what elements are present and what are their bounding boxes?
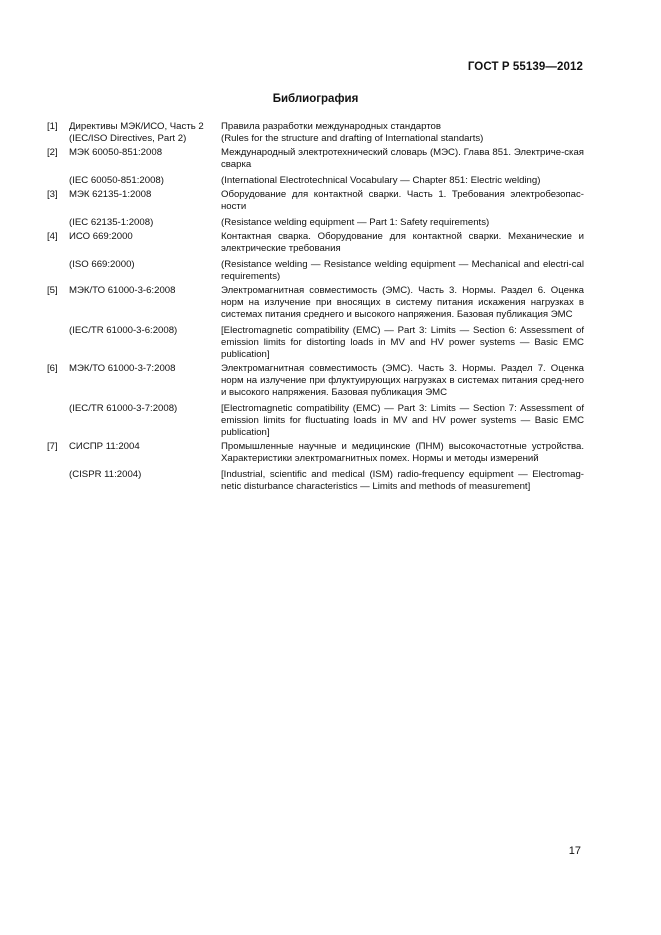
entry-number: [6] <box>47 363 58 374</box>
entry-en-code: (IEC/ISO Directives, Part 2) <box>69 133 187 144</box>
entry-en-title: [Electromagnetic compatibility (EMC) — Part 3: Limits — Section 6: Assessment of emission limits for distorting loads in MV and HV power systems — Basic EMC publication] <box>221 325 584 360</box>
entry-number: [1] <box>47 121 58 132</box>
page-number: 17 <box>568 845 581 857</box>
bibliography-entry <box>47 121 584 147</box>
entry-en-code: (ISO 669:2000) <box>69 259 135 270</box>
entry-en-code: (IEC/TR 61000-3-6:2008) <box>69 325 178 336</box>
entry-ru-code: МЭК 62135-1:2008 <box>69 189 152 200</box>
entry-ru-code: Директивы МЭК/ИСО, Часть 2 <box>69 121 204 132</box>
entry-number: [5] <box>47 285 58 296</box>
entry-en-title: (Resistance welding equipment — Part 1: Safety requirements) <box>221 217 490 228</box>
entry-en-title: (International Electrotechnical Vocabulary — Chapter 851: Electric welding) <box>221 175 541 186</box>
entry-ru-title: Электромагнитная совместимость (ЭМС). Часть 3. Нормы. Раздел 6. Оценка норм на излучение при вносящих в систему питания искажения нагрузках в системах питания среднего и высокого напряжения. Базовая публикация ЭМС <box>221 285 584 320</box>
entry-number: [7] <box>47 441 58 452</box>
entry-en-title: [Electromagnetic compatibility (EMC) — Part 3: Limits — Section 7: Assessment of emission limits for fluctuating loads in MV and HV power systems — Basic EMC publication] <box>221 403 584 438</box>
entry-ru-code: СИСПР 11:2004 <box>69 441 140 452</box>
entry-ru-title: Международный электротехнический словарь (МЭС). Глава 851. Электриче-ская сварка <box>221 147 584 170</box>
entry-number: [4] <box>47 231 58 242</box>
entry-ru-title: Промышленные научные и медицинские (ПНМ) высокочастотные устройства. Характеристики электромагнитных помех. Нормы и методы измерений <box>221 441 584 464</box>
entry-en-title: (Rules for the structure and drafting of International standarts) <box>221 133 484 144</box>
entry-ru-title: Электромагнитная совместимость (ЭМС). Часть 3. Нормы. Раздел 7. Оценка норм на излучение при флуктуирующих нагрузках в системах питания сред-него и высокого напряжения. Базовая публикация ЭМС <box>221 363 584 398</box>
bibliography-entry <box>47 189 584 231</box>
entry-ru-title: Оборудование для контактной сварки. Часть 1. Требования электробезопас-ности <box>221 189 584 212</box>
bibliography-list <box>47 121 584 493</box>
entry-ru-code: МЭК/ТО 61000-3-7:2008 <box>69 363 176 374</box>
entry-en-code: (IEC 62135-1:2008) <box>69 217 154 228</box>
entry-en-title: (Resistance welding — Resistance welding equipment — Mechanical and electri-cal requirements) <box>221 259 584 282</box>
entry-number: [3] <box>47 189 58 200</box>
entry-number: [2] <box>47 147 58 158</box>
entry-en-code: (CISPR 11:2004) <box>69 469 142 480</box>
entry-ru-code: ИСО 669:2000 <box>69 231 133 242</box>
section-title: Библиография <box>272 93 359 105</box>
entry-ru-title: Правила разработки международных стандартов <box>221 121 441 132</box>
entry-ru-code: МЭК/ТО 61000-3-6:2008 <box>69 285 176 296</box>
bibliography-entry <box>47 147 584 189</box>
document-code-header: ГОСТ Р 55139—2012 <box>467 61 583 73</box>
bibliography-entry <box>47 441 584 493</box>
bibliography-entry <box>47 231 584 285</box>
bibliography-entry <box>47 363 584 441</box>
entry-ru-code: МЭК 60050-851:2008 <box>69 147 163 158</box>
bibliography-entry <box>47 285 584 363</box>
entry-en-code: (IEC 60050-851:2008) <box>69 175 164 186</box>
entry-en-code: (IEC/TR 61000-3-7:2008) <box>69 403 178 414</box>
entry-en-title: [Industrial, scientific and medical (ISM) radio-frequency equipment — Electromag-netic disturbance characteristics — Limits and methods of measurement] <box>221 469 584 492</box>
entry-ru-title: Контактная сварка. Оборудование для контактной сварки. Механические и электрические требования <box>221 231 584 254</box>
